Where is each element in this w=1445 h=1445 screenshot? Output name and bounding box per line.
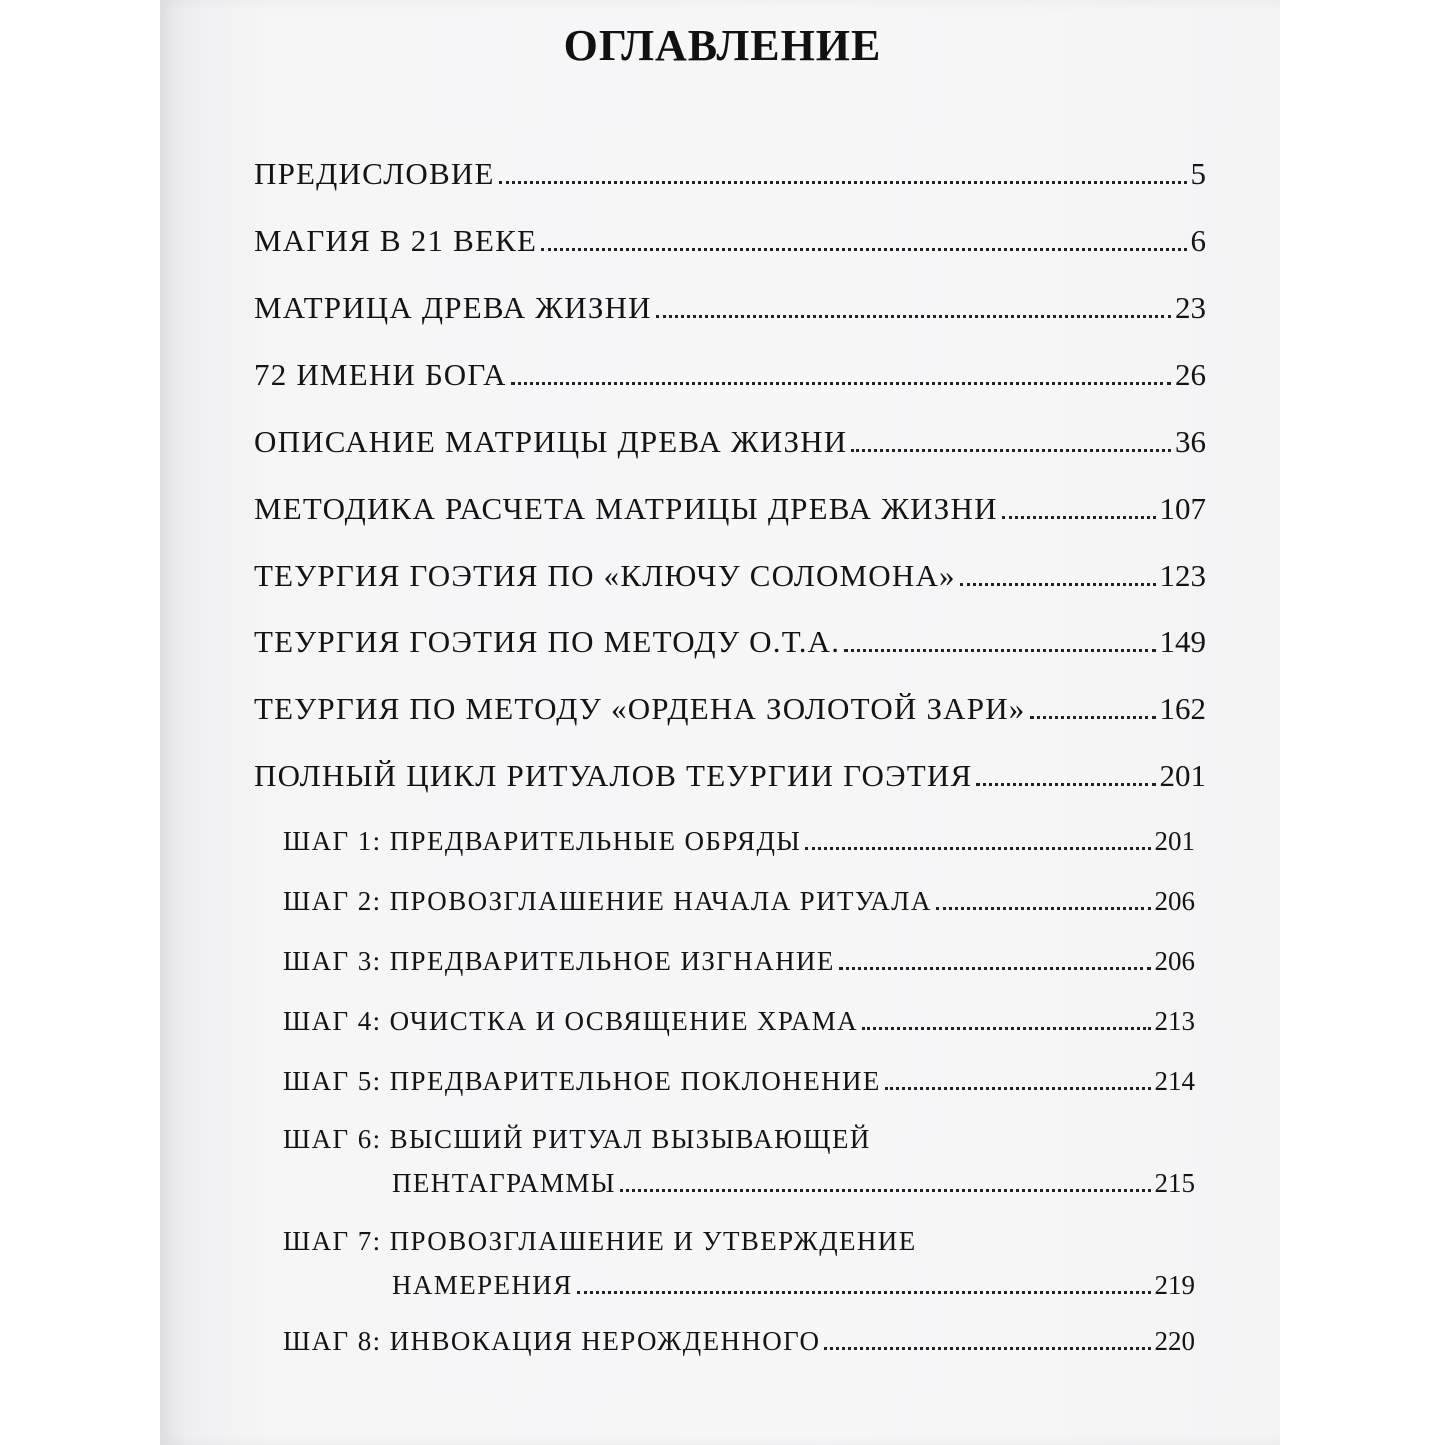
toc-step (392, 1270, 1195, 1301)
toc-entry-label: МАГИЯ В 21 ВЕКЕ (254, 223, 538, 258)
dot-leader (839, 967, 1151, 970)
dot-leader (620, 1189, 1151, 1192)
dot-leader (976, 783, 1155, 786)
toc-entry-page: 162 (1159, 691, 1206, 726)
toc-step-page: 213 (1154, 1006, 1195, 1036)
dot-leader (885, 1087, 1151, 1090)
dot-leader (824, 1347, 1150, 1350)
toc-entry-label: ТЕУРГИЯ ПО МЕТОДУ «ОРДЕНА ЗОЛОТОЙ ЗАРИ» (254, 691, 1026, 726)
toc-step (283, 1326, 1195, 1357)
dot-leader (851, 449, 1171, 452)
toc-entry-page: 107 (1159, 491, 1206, 526)
toc-entry-page: 201 (1159, 758, 1206, 793)
toc-step (392, 1168, 1195, 1199)
toc-step (283, 1006, 1195, 1037)
dot-leader (1002, 516, 1156, 519)
toc-step-page: 215 (1154, 1168, 1195, 1198)
dot-leader (936, 907, 1151, 910)
dot-leader (511, 382, 1171, 385)
dot-leader (577, 1291, 1151, 1294)
toc-step-label: ШАГ 8: ИНВОКАЦИЯ НЕРОЖДЕННОГО (283, 1326, 821, 1356)
dot-leader (844, 649, 1155, 652)
toc-step-label: ШАГ 6: ВЫСШИЙ РИТУАЛ ВЫЗЫВАЮЩЕЙ (283, 1124, 871, 1154)
toc-entry-label: МАТРИЦА ДРЕВА ЖИЗНИ (254, 290, 652, 325)
toc-entry-label: МЕТОДИКА РАСЧЕТА МАТРИЦЫ ДРЕВА ЖИЗНИ (254, 491, 998, 526)
toc-step-page: 201 (1154, 826, 1195, 856)
dot-leader (1030, 716, 1156, 719)
toc-step (283, 826, 1195, 857)
toc-step-page: 206 (1154, 886, 1195, 916)
toc-step (283, 1066, 1195, 1097)
toc-entry (254, 290, 1206, 326)
toc-entry (254, 156, 1206, 192)
toc-entry (254, 624, 1206, 660)
toc-entry-page: 36 (1175, 424, 1206, 459)
toc-entry (254, 758, 1206, 794)
toc-step-label: ШАГ 3: ПРЕДВАРИТЕЛЬНОЕ ИЗГНАНИЕ (283, 946, 835, 976)
toc-entry-page: 149 (1159, 624, 1206, 659)
toc-entry (254, 357, 1206, 393)
toc-entry-label: ПОЛНЫЙ ЦИКЛ РИТУАЛОВ ТЕУРГИИ ГОЭТИЯ (254, 758, 973, 793)
toc-entry-label: ТЕУРГИЯ ГОЭТИЯ ПО МЕТОДУ О.Т.А. (254, 624, 841, 659)
toc-step-label: ШАГ 7: ПРОВОЗГЛАШЕНИЕ И УТВЕРЖДЕНИЕ (283, 1226, 917, 1256)
toc-entry (254, 424, 1206, 460)
dot-leader (960, 583, 1156, 586)
toc-step-label: ШАГ 4: ОЧИСТКА И ОСВЯЩЕНИЕ ХРАМА (283, 1006, 859, 1036)
toc-entry-page: 23 (1175, 290, 1206, 325)
toc-step-label: ШАГ 2: ПРОВОЗГЛАШЕНИЕ НАЧАЛА РИТУАЛА (283, 886, 932, 916)
dot-leader (656, 315, 1171, 318)
toc-entry (254, 491, 1206, 527)
dot-leader (862, 1027, 1150, 1030)
toc-step-page: 206 (1154, 946, 1195, 976)
toc-step (283, 886, 1195, 917)
toc-step-continuation: ПЕНТАГРАММЫ (392, 1168, 616, 1198)
toc-entry (254, 691, 1206, 727)
toc-entry-page: 26 (1175, 357, 1206, 392)
toc-step-label: ШАГ 5: ПРЕДВАРИТЕЛЬНОЕ ПОКЛОНЕНИЕ (283, 1066, 881, 1096)
dot-leader (499, 181, 1187, 184)
toc-entry-page: 6 (1190, 223, 1206, 258)
toc-step-label: ШАГ 1: ПРЕДВАРИТЕЛЬНЫЕ ОБРЯДЫ (283, 826, 802, 856)
toc-entry-label: ПРЕДИСЛОВИЕ (254, 156, 495, 191)
toc-entry-page: 5 (1190, 156, 1206, 191)
toc-step-page: 214 (1154, 1066, 1195, 1096)
toc-entry-label: 72 ИМЕНИ БОГА (254, 357, 507, 392)
toc-step (283, 946, 1195, 977)
toc-step-page: 220 (1154, 1326, 1195, 1356)
toc-step-page: 219 (1154, 1270, 1195, 1300)
toc-entry-label: ТЕУРГИЯ ГОЭТИЯ ПО «КЛЮЧУ СОЛОМОНА» (254, 558, 956, 593)
toc-entry-label: ОПИСАНИЕ МАТРИЦЫ ДРЕВА ЖИЗНИ (254, 424, 848, 459)
toc-entry-page: 123 (1159, 558, 1206, 593)
page-title: ОГЛАВЛЕНИЕ (563, 21, 882, 70)
dot-leader (805, 847, 1150, 850)
toc-step-continuation: НАМЕРЕНИЯ (392, 1270, 573, 1300)
toc-entry (254, 558, 1206, 594)
dot-leader (541, 248, 1186, 251)
toc-entry (254, 223, 1206, 259)
